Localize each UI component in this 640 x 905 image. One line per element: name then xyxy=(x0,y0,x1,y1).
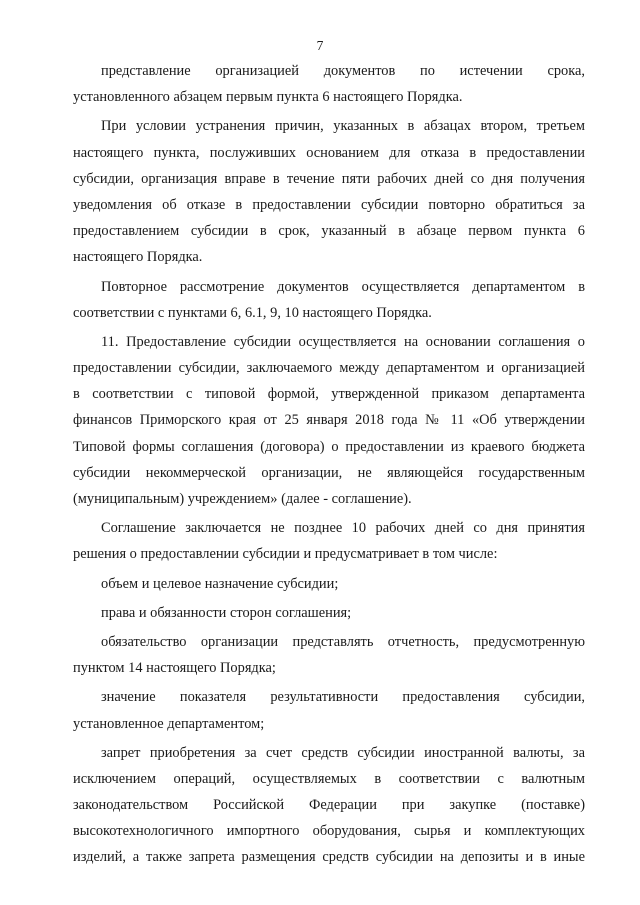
text-line: установленного абзацем первым пункта 6 настоящего Порядка. xyxy=(73,89,463,106)
text-line: (муниципальным) учреждением» (далее - соглашение). xyxy=(73,491,412,507)
text-line: решения о предоставлении субсидии и предусматривает в том числе: xyxy=(73,546,498,563)
text-line: значение показателя результативности предоставления субсидии, xyxy=(101,689,585,706)
text-line: соответствии с пунктами 6, 6.1, 9, 10 настоящего Порядка. xyxy=(73,304,432,321)
text-line: запрет приобретения за счет средств субсидии иностранной валюты, за xyxy=(101,744,585,761)
text-line: предоставлении субсидии, заключаемого между департаментом и организацией xyxy=(73,360,585,377)
text-line: настоящего Порядка. xyxy=(73,249,203,266)
text-line: законодательством Российской Федерации при закупке (поставке) xyxy=(73,797,585,814)
text-line: финансов Приморского края от 25 января 2018 года № 11 «Об утверждении xyxy=(73,412,585,429)
text-line: установленное департаментом; xyxy=(73,715,265,732)
text-line: в соответствии с типовой формой, утвержденной приказом департамента xyxy=(73,386,585,403)
text-line: Повторное рассмотрение документов осуществляется департаментом в xyxy=(101,278,585,295)
text-line: изделий, а также запрета размещения средств субсидии на депозиты и в иные xyxy=(73,849,585,866)
text-line: настоящего пункта, послуживших основанием для отказа в предоставлении xyxy=(73,144,585,161)
page-number: 7 xyxy=(316,38,324,53)
text-line: При условии устранения причин, указанных в абзацах втором, третьем xyxy=(101,118,585,135)
text-line: субсидии, организация вправе в течение пяти рабочих дней со дня получения xyxy=(73,170,585,187)
text-line: представление организацией документов по истечении срока, xyxy=(101,63,585,79)
text-line: высокотехнологичного импортного оборудования, сырья и комплектующих xyxy=(73,823,585,840)
body-text xyxy=(73,58,585,871)
text-line: 11. Предоставление субсидии осуществляется на основании соглашения о xyxy=(101,333,585,350)
text-line: права и обязанности сторон соглашения; xyxy=(101,604,352,621)
text-line: Соглашение заключается не позднее 10 рабочих дней со дня принятия xyxy=(101,520,585,537)
text-line: обязательство организации представлять отчетность, предусмотренную xyxy=(101,633,585,650)
text-line: уведомления об отказе в предоставлении субсидии повторно обратиться за xyxy=(73,196,585,213)
text-line: субсидии некоммерческой организации, не являющейся государственным xyxy=(73,464,585,481)
text-line: предоставлением субсидии в срок, указанный в абзаце первом пункта 6 xyxy=(73,223,585,240)
text-line: Типовой формы соглашения (договора) о предоставлении из краевого бюджета xyxy=(73,438,585,455)
text-line: объем и целевое назначение субсидии; xyxy=(101,575,339,592)
text-line: исключением операций, осуществляемых в соответствии с валютным xyxy=(73,770,585,787)
text-line: пунктом 14 настоящего Порядка; xyxy=(73,660,276,677)
